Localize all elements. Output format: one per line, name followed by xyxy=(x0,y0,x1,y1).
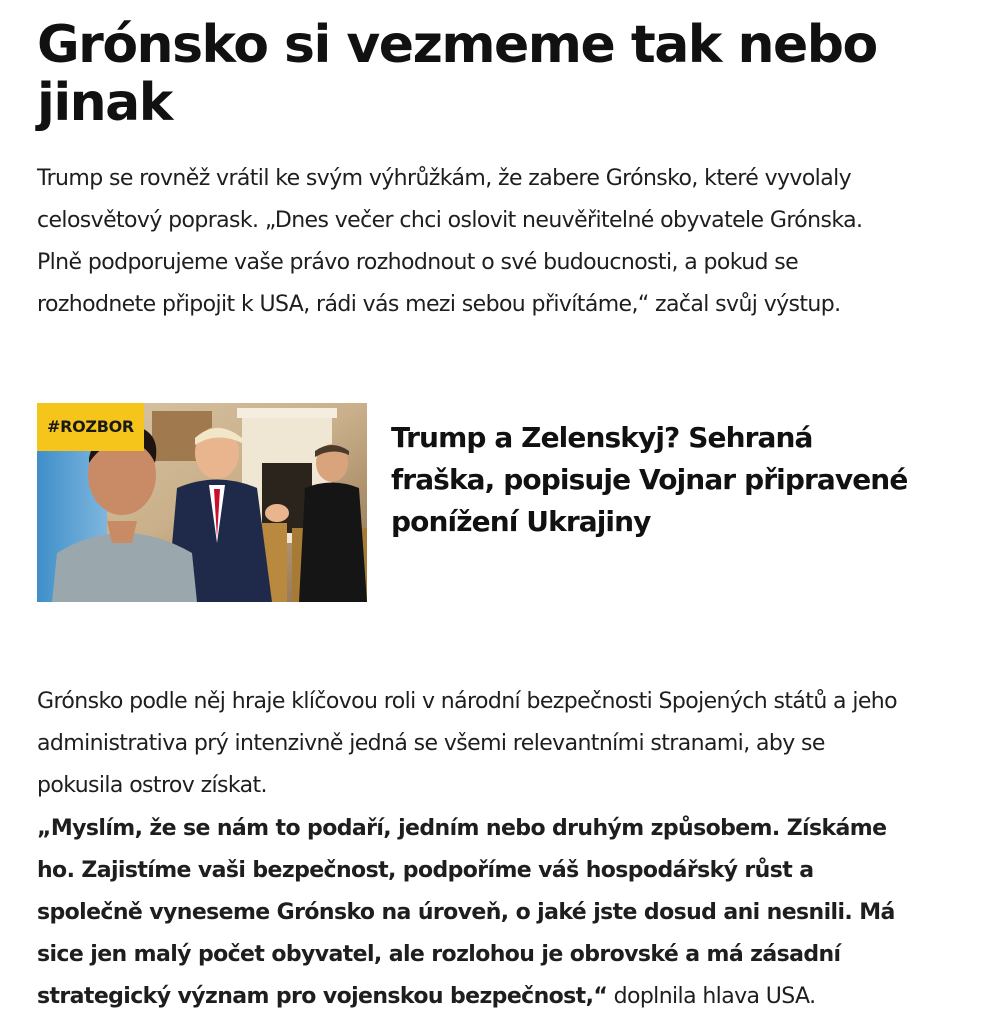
paragraph-3 xyxy=(37,808,897,1018)
paragraph-2: Grónsko podle něj hraje klíčovou roli v národní bezpečnosti Spojených států a jeho administrativa prý intenzivně jedná se všemi relevantními stranami, aby se pokusila ostrov získat. xyxy=(37,689,897,798)
bold-quote: „Myslím, že se nám to podaří, jedním nebo druhým způsobem. Získáme ho. Zajistíme vaši bezpečnost, podpoříme váš hospodářský růst a společně vyneseme Grónsko na úroveň, o jaké jste dosud ani nesnili. Má sice jen malý počet obyvatel, ale rozlohou je obrovské a má zásadní strategický význam pro vojenskou bezpečnost,“ xyxy=(37,816,895,1009)
related-article-card[interactable] xyxy=(37,403,917,603)
paragraph-1: Trump se rovněž vrátil ke svým výhrůžkám, že zabere Grónsko, které vyvolaly celosvětový poprask. „Dnes večer chci oslovit neuvěřitelné obyvatele Grónska. Plně podporujeme vaše právo rozhodnout o své budoucnosti, a pokud se rozhodnete připojit k USA, rádi vás mezi sebou přivítáme,“ začal svůj výstup. xyxy=(37,166,863,317)
rozbor-tag-badge: #ROZBOR xyxy=(37,403,144,451)
article-subheadline: Grónsko si vezmeme tak nebo jinak xyxy=(37,15,877,133)
related-article-title-link[interactable]: Trump a Zelenskyj? Sehraná fraška, popisuje Vojnar připravené ponížení Ukrajiny xyxy=(391,421,908,538)
quote-attribution: doplnila hlava USA. xyxy=(607,984,816,1009)
related-article-thumbnail[interactable] xyxy=(37,403,367,602)
